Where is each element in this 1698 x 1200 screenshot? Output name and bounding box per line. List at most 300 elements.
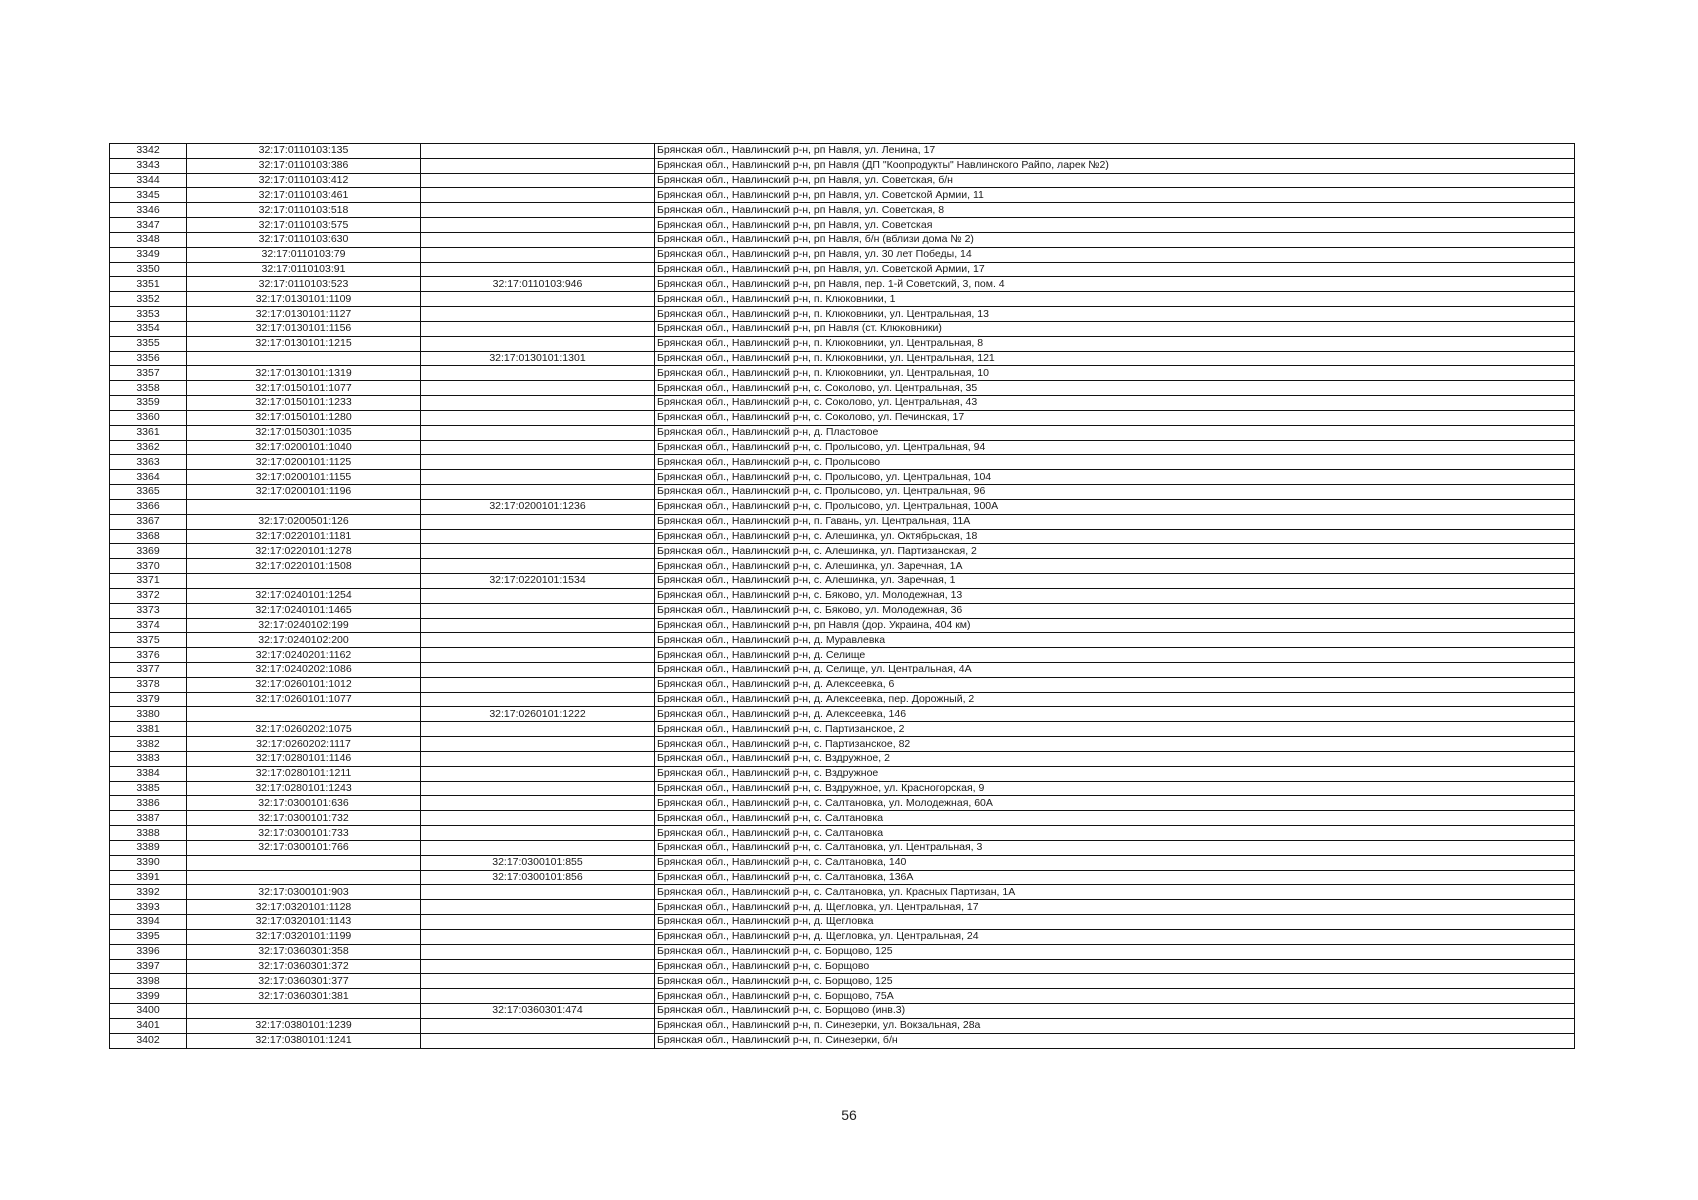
row-number-cell: 3343: [110, 158, 187, 173]
row-number-cell: 3354: [110, 321, 187, 336]
cadastral-number-cell: 32:17:0240202:1086: [187, 662, 421, 677]
address-cell: Брянская обл., Навлинский р-н, п. Синезерки, б/н: [655, 1033, 1575, 1048]
table-row: [110, 885, 1575, 900]
table-row: [110, 440, 1575, 455]
cadastral-number-cell: 32:17:0130101:1127: [187, 307, 421, 322]
address-cell: Брянская обл., Навлинский р-н, рп Навля, ул. Советской Армии, 17: [655, 262, 1575, 277]
table-row: [110, 1004, 1575, 1019]
cadastral-number-cell: 32:17:0360301:381: [187, 989, 421, 1004]
cadastral-number-cell: 32:17:0200101:1155: [187, 470, 421, 485]
address-cell: Брянская обл., Навлинский р-н, д. Щегловка, ул. Центральная, 17: [655, 900, 1575, 915]
cadastral-number-cell: 32:17:0200501:126: [187, 514, 421, 529]
cadastral-number-cell: 32:17:0110103:461: [187, 188, 421, 203]
address-cell: Брянская обл., Навлинский р-н, с. Соколово, ул. Печинская, 17: [655, 410, 1575, 425]
row-number-cell: 3384: [110, 766, 187, 781]
row-number-cell: 3342: [110, 144, 187, 159]
cadastral-number-cell: 32:17:0240101:1465: [187, 603, 421, 618]
table-row: [110, 989, 1575, 1004]
address-cell: Брянская обл., Навлинский р-н, п. Клюковники, 1: [655, 292, 1575, 307]
row-number-cell: 3350: [110, 262, 187, 277]
object-cadastral-number-cell: [421, 173, 655, 188]
row-number-cell: 3357: [110, 366, 187, 381]
object-cadastral-number-cell: [421, 1033, 655, 1048]
object-cadastral-number-cell: [421, 292, 655, 307]
object-cadastral-number-cell: [421, 618, 655, 633]
table-row: [110, 959, 1575, 974]
cadastral-number-cell: 32:17:0320101:1128: [187, 900, 421, 915]
table-row: [110, 292, 1575, 307]
table-row: [110, 499, 1575, 514]
table-row: [110, 574, 1575, 589]
cadastral-number-cell: 32:17:0200101:1196: [187, 485, 421, 500]
row-number-cell: 3374: [110, 618, 187, 633]
object-cadastral-number-cell: [421, 1018, 655, 1033]
row-number-cell: 3392: [110, 885, 187, 900]
cadastral-number-cell: 32:17:0280101:1243: [187, 781, 421, 796]
table-row: [110, 855, 1575, 870]
table-row: [110, 188, 1575, 203]
row-number-cell: 3348: [110, 232, 187, 247]
row-number-cell: 3344: [110, 173, 187, 188]
row-number-cell: 3394: [110, 915, 187, 930]
row-number-cell: 3376: [110, 648, 187, 663]
address-cell: Брянская обл., Навлинский р-н, с. Борщово: [655, 959, 1575, 974]
table-row: [110, 944, 1575, 959]
address-cell: Брянская обл., Навлинский р-н, с. Вздружное: [655, 766, 1575, 781]
table-row: [110, 455, 1575, 470]
table-row: [110, 781, 1575, 796]
object-cadastral-number-cell: [421, 915, 655, 930]
object-cadastral-number-cell: 32:17:0260101:1222: [421, 707, 655, 722]
cadastral-number-cell: [187, 574, 421, 589]
address-cell: Брянская обл., Навлинский р-н, рп Навля (дор. Украина, 404 км): [655, 618, 1575, 633]
row-number-cell: 3345: [110, 188, 187, 203]
cadastral-number-cell: 32:17:0240102:200: [187, 633, 421, 648]
address-cell: Брянская обл., Навлинский р-н, рп Навля, ул. Ленина, 17: [655, 144, 1575, 159]
address-cell: Брянская обл., Навлинский р-н, д. Алексеевка, 6: [655, 677, 1575, 692]
row-number-cell: 3402: [110, 1033, 187, 1048]
row-number-cell: 3387: [110, 811, 187, 826]
object-cadastral-number-cell: [421, 751, 655, 766]
row-number-cell: 3355: [110, 336, 187, 351]
address-cell: Брянская обл., Навлинский р-н, с. Соколово, ул. Центральная, 43: [655, 396, 1575, 411]
table-row: [110, 514, 1575, 529]
object-cadastral-number-cell: [421, 381, 655, 396]
address-cell: Брянская обл., Навлинский р-н, рп Навля, ул. Советская, 8: [655, 203, 1575, 218]
table-row: [110, 485, 1575, 500]
row-number-cell: 3395: [110, 929, 187, 944]
object-cadastral-number-cell: [421, 396, 655, 411]
address-cell: Брянская обл., Навлинский р-н, п. Клюковники, ул. Центральная, 121: [655, 351, 1575, 366]
row-number-cell: 3347: [110, 218, 187, 233]
registry-table: [109, 143, 1575, 1049]
table-row: [110, 470, 1575, 485]
object-cadastral-number-cell: 32:17:0200101:1236: [421, 499, 655, 514]
table-row: [110, 662, 1575, 677]
row-number-cell: 3368: [110, 529, 187, 544]
table-row: [110, 677, 1575, 692]
object-cadastral-number-cell: [421, 900, 655, 915]
cadastral-number-cell: [187, 499, 421, 514]
table-row: [110, 692, 1575, 707]
address-cell: Брянская обл., Навлинский р-н, с. Борщово, 75А: [655, 989, 1575, 1004]
object-cadastral-number-cell: 32:17:0130101:1301: [421, 351, 655, 366]
address-cell: Брянская обл., Навлинский р-н, с. Алешинка, ул. Заречная, 1: [655, 574, 1575, 589]
cadastral-number-cell: 32:17:0300101:903: [187, 885, 421, 900]
address-cell: Брянская обл., Навлинский р-н, с. Борщово, 125: [655, 944, 1575, 959]
cadastral-number-cell: 32:17:0380101:1241: [187, 1033, 421, 1048]
row-number-cell: 3379: [110, 692, 187, 707]
object-cadastral-number-cell: [421, 989, 655, 1004]
row-number-cell: 3362: [110, 440, 187, 455]
row-number-cell: 3364: [110, 470, 187, 485]
cadastral-number-cell: [187, 1004, 421, 1019]
row-number-cell: 3352: [110, 292, 187, 307]
address-cell: Брянская обл., Навлинский р-н, с. Вздружное, 2: [655, 751, 1575, 766]
address-cell: Брянская обл., Навлинский р-н, с. Пролысово, ул. Центральная, 100А: [655, 499, 1575, 514]
cadastral-number-cell: 32:17:0240201:1162: [187, 648, 421, 663]
cadastral-number-cell: 32:17:0260101:1012: [187, 677, 421, 692]
address-cell: Брянская обл., Навлинский р-н, с. Пролысово, ул. Центральная, 96: [655, 485, 1575, 500]
address-cell: Брянская обл., Навлинский р-н, д. Селище, ул. Центральная, 4А: [655, 662, 1575, 677]
table-row: [110, 633, 1575, 648]
object-cadastral-number-cell: [421, 514, 655, 529]
address-cell: Брянская обл., Навлинский р-н, п. Клюковники, ул. Центральная, 13: [655, 307, 1575, 322]
address-cell: Брянская обл., Навлинский р-н, рп Навля (ДП "Коопродукты" Навлинского Райпо, ларек №2): [655, 158, 1575, 173]
cadastral-number-cell: 32:17:0360301:377: [187, 974, 421, 989]
table-row: [110, 751, 1575, 766]
address-cell: Брянская обл., Навлинский р-н, рп Навля, ул. Советская: [655, 218, 1575, 233]
table-row: [110, 796, 1575, 811]
object-cadastral-number-cell: [421, 366, 655, 381]
object-cadastral-number-cell: [421, 633, 655, 648]
row-number-cell: 3373: [110, 603, 187, 618]
cadastral-number-cell: [187, 351, 421, 366]
object-cadastral-number-cell: [421, 410, 655, 425]
object-cadastral-number-cell: [421, 692, 655, 707]
address-cell: Брянская обл., Навлинский р-н, с. Соколово, ул. Центральная, 35: [655, 381, 1575, 396]
object-cadastral-number-cell: [421, 559, 655, 574]
row-number-cell: 3346: [110, 203, 187, 218]
cadastral-number-cell: 32:17:0110103:630: [187, 232, 421, 247]
table-row: [110, 144, 1575, 159]
object-cadastral-number-cell: [421, 603, 655, 618]
table-row: [110, 218, 1575, 233]
address-cell: Брянская обл., Навлинский р-н, с. Салтановка, ул. Красных Партизан, 1А: [655, 885, 1575, 900]
cadastral-number-cell: 32:17:0130101:1109: [187, 292, 421, 307]
cadastral-number-cell: [187, 707, 421, 722]
table-row: [110, 618, 1575, 633]
address-cell: Брянская обл., Навлинский р-н, рп Навля, ул. Советской Армии, 11: [655, 188, 1575, 203]
table-row: [110, 1018, 1575, 1033]
cadastral-number-cell: 32:17:0110103:518: [187, 203, 421, 218]
table-row: [110, 232, 1575, 247]
address-cell: Брянская обл., Навлинский р-н, с. Партизанское, 82: [655, 737, 1575, 752]
object-cadastral-number-cell: [421, 158, 655, 173]
table-row: [110, 559, 1575, 574]
address-cell: Брянская обл., Навлинский р-н, с. Вздружное, ул. Красногорская, 9: [655, 781, 1575, 796]
row-number-cell: 3398: [110, 974, 187, 989]
row-number-cell: 3378: [110, 677, 187, 692]
object-cadastral-number-cell: [421, 307, 655, 322]
address-cell: Брянская обл., Навлинский р-н, п. Синезерки, ул. Вокзальная, 28а: [655, 1018, 1575, 1033]
cadastral-number-cell: 32:17:0300101:766: [187, 840, 421, 855]
object-cadastral-number-cell: [421, 944, 655, 959]
row-number-cell: 3358: [110, 381, 187, 396]
table-row: [110, 1033, 1575, 1048]
object-cadastral-number-cell: [421, 648, 655, 663]
table-row: [110, 366, 1575, 381]
address-cell: Брянская обл., Навлинский р-н, с. Салтановка, 136А: [655, 870, 1575, 885]
row-number-cell: 3386: [110, 796, 187, 811]
address-cell: Брянская обл., Навлинский р-н, рп Навля, пер. 1-й Советский, 3, пом. 4: [655, 277, 1575, 292]
address-cell: Брянская обл., Навлинский р-н, с. Пролысово: [655, 455, 1575, 470]
cadastral-number-cell: 32:17:0200101:1125: [187, 455, 421, 470]
table-row: [110, 321, 1575, 336]
address-cell: Брянская обл., Навлинский р-н, с. Бяково, ул. Молодежная, 13: [655, 588, 1575, 603]
object-cadastral-number-cell: [421, 440, 655, 455]
table-row: [110, 811, 1575, 826]
table-row: [110, 544, 1575, 559]
row-number-cell: 3389: [110, 840, 187, 855]
table-row: [110, 929, 1575, 944]
address-cell: Брянская обл., Навлинский р-н, рп Навля (ст. Клюковники): [655, 321, 1575, 336]
cadastral-number-cell: 32:17:0220101:1278: [187, 544, 421, 559]
object-cadastral-number-cell: [421, 885, 655, 900]
address-cell: Брянская обл., Навлинский р-н, с. Салтановка: [655, 826, 1575, 841]
row-number-cell: 3391: [110, 870, 187, 885]
object-cadastral-number-cell: [421, 485, 655, 500]
row-number-cell: 3356: [110, 351, 187, 366]
row-number-cell: 3377: [110, 662, 187, 677]
cadastral-number-cell: 32:17:0200101:1040: [187, 440, 421, 455]
object-cadastral-number-cell: 32:17:0360301:474: [421, 1004, 655, 1019]
table-row: [110, 336, 1575, 351]
object-cadastral-number-cell: [421, 203, 655, 218]
page-number: 56: [841, 1107, 857, 1123]
cadastral-number-cell: 32:17:0130101:1215: [187, 336, 421, 351]
table-row: [110, 737, 1575, 752]
table-row: [110, 307, 1575, 322]
address-cell: Брянская обл., Навлинский р-н, рп Навля, ул. 30 лет Победы, 14: [655, 247, 1575, 262]
address-cell: Брянская обл., Навлинский р-н, д. Алексеевка, 146: [655, 707, 1575, 722]
object-cadastral-number-cell: [421, 188, 655, 203]
row-number-cell: 3396: [110, 944, 187, 959]
object-cadastral-number-cell: [421, 455, 655, 470]
row-number-cell: 3375: [110, 633, 187, 648]
row-number-cell: 3361: [110, 425, 187, 440]
object-cadastral-number-cell: [421, 840, 655, 855]
cadastral-number-cell: 32:17:0300101:733: [187, 826, 421, 841]
row-number-cell: 3380: [110, 707, 187, 722]
table-row: [110, 826, 1575, 841]
object-cadastral-number-cell: [421, 262, 655, 277]
object-cadastral-number-cell: [421, 826, 655, 841]
row-number-cell: 3359: [110, 396, 187, 411]
cadastral-number-cell: 32:17:0110103:523: [187, 277, 421, 292]
cadastral-number-cell: 32:17:0130101:1319: [187, 366, 421, 381]
table-row: [110, 900, 1575, 915]
row-number-cell: 3369: [110, 544, 187, 559]
table-row: [110, 766, 1575, 781]
address-cell: Брянская обл., Навлинский р-н, д. Пластовое: [655, 425, 1575, 440]
address-cell: Брянская обл., Навлинский р-н, с. Партизанское, 2: [655, 722, 1575, 737]
row-number-cell: 3349: [110, 247, 187, 262]
row-number-cell: 3366: [110, 499, 187, 514]
object-cadastral-number-cell: [421, 425, 655, 440]
cadastral-number-cell: 32:17:0150101:1280: [187, 410, 421, 425]
table-row: [110, 410, 1575, 425]
row-number-cell: 3385: [110, 781, 187, 796]
address-cell: Брянская обл., Навлинский р-н, с. Бяково, ул. Молодежная, 36: [655, 603, 1575, 618]
address-cell: Брянская обл., Навлинский р-н, д. Селище: [655, 648, 1575, 663]
cadastral-number-cell: 32:17:0110103:79: [187, 247, 421, 262]
table-row: [110, 840, 1575, 855]
row-number-cell: 3353: [110, 307, 187, 322]
object-cadastral-number-cell: [421, 470, 655, 485]
object-cadastral-number-cell: 32:17:0110103:946: [421, 277, 655, 292]
address-cell: Брянская обл., Навлинский р-н, п. Гавань, ул. Центральная, 11А: [655, 514, 1575, 529]
cadastral-number-cell: 32:17:0240101:1254: [187, 588, 421, 603]
object-cadastral-number-cell: [421, 144, 655, 159]
row-number-cell: 3351: [110, 277, 187, 292]
table-row: [110, 722, 1575, 737]
row-number-cell: 3371: [110, 574, 187, 589]
table-row: [110, 974, 1575, 989]
object-cadastral-number-cell: [421, 677, 655, 692]
address-cell: Брянская обл., Навлинский р-н, д. Щегловка: [655, 915, 1575, 930]
object-cadastral-number-cell: [421, 737, 655, 752]
address-cell: Брянская обл., Навлинский р-н, рп Навля, б/н (вблизи дома № 2): [655, 232, 1575, 247]
object-cadastral-number-cell: [421, 811, 655, 826]
row-number-cell: 3360: [110, 410, 187, 425]
cadastral-number-cell: 32:17:0260101:1077: [187, 692, 421, 707]
cadastral-number-cell: 32:17:0110103:575: [187, 218, 421, 233]
object-cadastral-number-cell: [421, 218, 655, 233]
address-cell: Брянская обл., Навлинский р-н, с. Салтановка, 140: [655, 855, 1575, 870]
object-cadastral-number-cell: [421, 929, 655, 944]
cadastral-number-cell: 32:17:0150301:1035: [187, 425, 421, 440]
address-cell: Брянская обл., Навлинский р-н, п. Клюковники, ул. Центральная, 10: [655, 366, 1575, 381]
row-number-cell: 3382: [110, 737, 187, 752]
table-row: [110, 173, 1575, 188]
address-cell: Брянская обл., Навлинский р-н, д. Муравлевка: [655, 633, 1575, 648]
cadastral-number-cell: 32:17:0380101:1239: [187, 1018, 421, 1033]
address-cell: Брянская обл., Навлинский р-н, с. Борщово (инв.3): [655, 1004, 1575, 1019]
cadastral-number-cell: [187, 855, 421, 870]
object-cadastral-number-cell: [421, 974, 655, 989]
table-row: [110, 707, 1575, 722]
object-cadastral-number-cell: 32:17:0300101:856: [421, 870, 655, 885]
address-cell: Брянская обл., Навлинский р-н, рп Навля, ул. Советская, б/н: [655, 173, 1575, 188]
table-row: [110, 351, 1575, 366]
address-cell: Брянская обл., Навлинский р-н, д. Щегловка, ул. Центральная, 24: [655, 929, 1575, 944]
cadastral-number-cell: 32:17:0260202:1117: [187, 737, 421, 752]
row-number-cell: 3367: [110, 514, 187, 529]
table-row: [110, 529, 1575, 544]
cadastral-number-cell: 32:17:0110103:412: [187, 173, 421, 188]
row-number-cell: 3388: [110, 826, 187, 841]
cadastral-number-cell: 32:17:0280101:1146: [187, 751, 421, 766]
address-cell: Брянская обл., Навлинский р-н, с. Салтановка: [655, 811, 1575, 826]
address-cell: Брянская обл., Навлинский р-н, с. Пролысово, ул. Центральная, 104: [655, 470, 1575, 485]
row-number-cell: 3381: [110, 722, 187, 737]
cadastral-number-cell: 32:17:0150101:1233: [187, 396, 421, 411]
address-cell: Брянская обл., Навлинский р-н, д. Алексеевка, пер. Дорожный, 2: [655, 692, 1575, 707]
address-cell: Брянская обл., Навлинский р-н, с. Пролысово, ул. Центральная, 94: [655, 440, 1575, 455]
object-cadastral-number-cell: [421, 321, 655, 336]
object-cadastral-number-cell: 32:17:0220101:1534: [421, 574, 655, 589]
table-row: [110, 203, 1575, 218]
cadastral-number-cell: 32:17:0300101:732: [187, 811, 421, 826]
table-row: [110, 247, 1575, 262]
table-row: [110, 396, 1575, 411]
cadastral-number-cell: 32:17:0320101:1143: [187, 915, 421, 930]
object-cadastral-number-cell: [421, 588, 655, 603]
cadastral-number-cell: [187, 870, 421, 885]
cadastral-number-cell: 32:17:0300101:636: [187, 796, 421, 811]
table-row: [110, 381, 1575, 396]
row-number-cell: 3401: [110, 1018, 187, 1033]
address-cell: Брянская обл., Навлинский р-н, с. Салтановка, ул. Центральная, 3: [655, 840, 1575, 855]
table-row: [110, 648, 1575, 663]
cadastral-number-cell: 32:17:0150101:1077: [187, 381, 421, 396]
object-cadastral-number-cell: [421, 781, 655, 796]
table-row: [110, 915, 1575, 930]
address-cell: Брянская обл., Навлинский р-н, с. Алешинка, ул. Заречная, 1А: [655, 559, 1575, 574]
object-cadastral-number-cell: [421, 766, 655, 781]
row-number-cell: 3365: [110, 485, 187, 500]
row-number-cell: 3383: [110, 751, 187, 766]
object-cadastral-number-cell: [421, 247, 655, 262]
cadastral-number-cell: 32:17:0110103:91: [187, 262, 421, 277]
address-cell: Брянская обл., Навлинский р-н, с. Салтановка, ул. Молодежная, 60А: [655, 796, 1575, 811]
table-row: [110, 425, 1575, 440]
object-cadastral-number-cell: [421, 544, 655, 559]
row-number-cell: 3400: [110, 1004, 187, 1019]
cadastral-number-cell: 32:17:0320101:1199: [187, 929, 421, 944]
address-cell: Брянская обл., Навлинский р-н, с. Алешинка, ул. Партизанская, 2: [655, 544, 1575, 559]
table-row: [110, 603, 1575, 618]
table-row: [110, 588, 1575, 603]
object-cadastral-number-cell: [421, 662, 655, 677]
object-cadastral-number-cell: [421, 232, 655, 247]
row-number-cell: 3370: [110, 559, 187, 574]
object-cadastral-number-cell: [421, 796, 655, 811]
cadastral-number-cell: 32:17:0240102:199: [187, 618, 421, 633]
address-cell: Брянская обл., Навлинский р-н, п. Клюковники, ул. Центральная, 8: [655, 336, 1575, 351]
cadastral-number-cell: 32:17:0110103:386: [187, 158, 421, 173]
object-cadastral-number-cell: [421, 722, 655, 737]
object-cadastral-number-cell: [421, 529, 655, 544]
cadastral-number-cell: 32:17:0360301:358: [187, 944, 421, 959]
row-number-cell: 3393: [110, 900, 187, 915]
row-number-cell: 3397: [110, 959, 187, 974]
cadastral-number-cell: 32:17:0220101:1508: [187, 559, 421, 574]
row-number-cell: 3399: [110, 989, 187, 1004]
address-cell: Брянская обл., Навлинский р-н, с. Алешинка, ул. Октябрьская, 18: [655, 529, 1575, 544]
cadastral-number-cell: 32:17:0360301:372: [187, 959, 421, 974]
row-number-cell: 3372: [110, 588, 187, 603]
cadastral-number-cell: 32:17:0280101:1211: [187, 766, 421, 781]
table-row: [110, 277, 1575, 292]
cadastral-number-cell: 32:17:0260202:1075: [187, 722, 421, 737]
row-number-cell: 3363: [110, 455, 187, 470]
table-row: [110, 262, 1575, 277]
cadastral-number-cell: 32:17:0110103:135: [187, 144, 421, 159]
address-cell: Брянская обл., Навлинский р-н, с. Борщово, 125: [655, 974, 1575, 989]
cadastral-number-cell: 32:17:0220101:1181: [187, 529, 421, 544]
